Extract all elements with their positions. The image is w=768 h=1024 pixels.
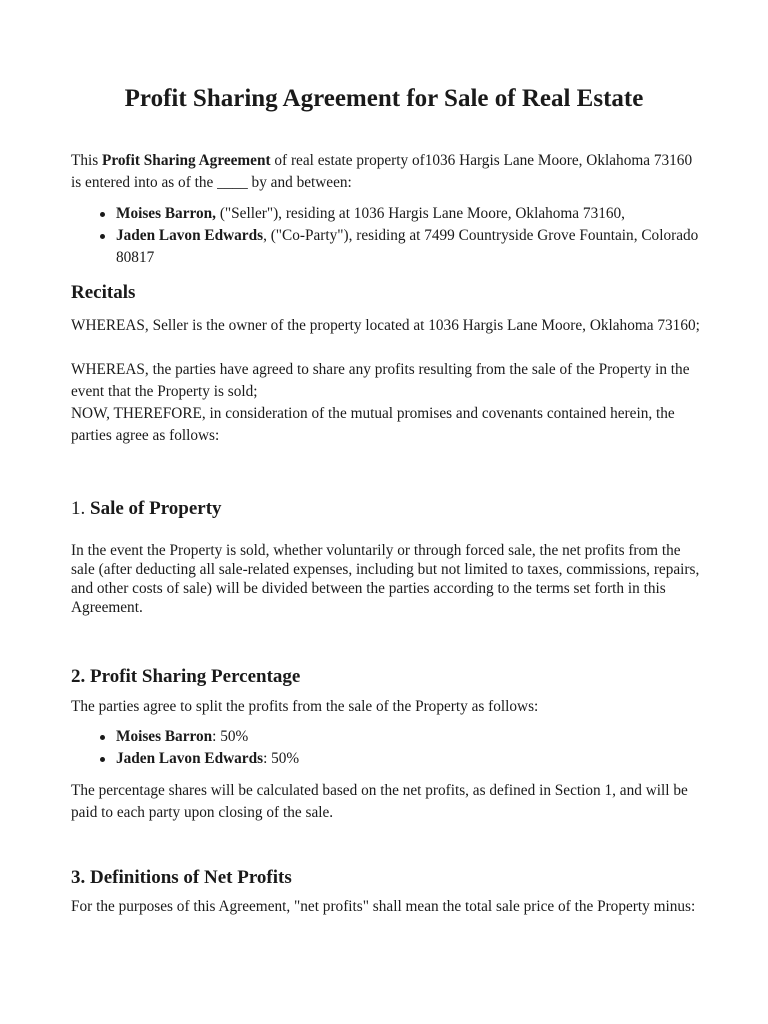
list-item [116, 203, 736, 225]
recital-line: NOW, THEREFORE, in consideration of the mutual promises and covenants contained herein, the parties agree as follows: [71, 405, 675, 444]
list-item [116, 748, 736, 770]
party-name: Moises Barron, [116, 205, 216, 222]
list-item [116, 726, 736, 748]
parties-list [71, 203, 736, 269]
intro-prefix: This [71, 152, 103, 169]
section-1-heading [71, 497, 222, 521]
party-name: Jaden Lavon Edwards [116, 227, 264, 244]
section-title: Sale of Property [90, 498, 222, 519]
party-details: , ("Co-Party"), residing at 7499 Countryside Grove Fountain, Colorado 80817 [116, 227, 699, 266]
intro-paragraph [71, 150, 701, 194]
recital-line: WHEREAS, Seller is the owner of the property located at 1036 Hargis Lane Moore, Oklahoma 73160; [71, 317, 700, 334]
share-party-name: Jaden Lavon Edwards [116, 750, 264, 767]
share-party-name: Moises Barron [116, 728, 213, 745]
share-value: : 50% [263, 750, 300, 767]
section-2-intro: The parties agree to split the profits from the sale of the Property as follows: [71, 698, 539, 715]
section-2-note: The percentage shares will be calculated based on the net profits, as defined in Section 1, and will be paid to each party upon closing of the sale. [71, 782, 688, 821]
intro-suffix: of real estate property of1036 Hargis Lane Moore, Oklahoma 73160 is entered into as of the ____ by and between: [71, 152, 693, 191]
party-details: ("Seller"), residing at 1036 Hargis Lane Moore, Oklahoma 73160, [216, 205, 625, 222]
section-number: 1. [71, 498, 90, 519]
share-value: : 50% [212, 728, 249, 745]
section-3-body: For the purposes of this Agreement, "net profits" shall mean the total sale price of the Property minus: [71, 898, 696, 915]
shares-list [71, 726, 736, 770]
list-item [116, 225, 736, 269]
section-1-body: In the event the Property is sold, whether voluntarily or through forced sale, the net profits from the sale (after deducting all sale-related expenses, including but not limited to taxes, commissions, repairs, and other costs of sale) will be divided between the parties according to the terms set forth in this Agreement. [71, 542, 700, 616]
page-title: Profit Sharing Agreement for Sale of Real Estate [124, 85, 644, 112]
recitals-heading: Recitals [71, 282, 136, 303]
recital-line: WHEREAS, the parties have agreed to share any profits resulting from the sale of the Property in the event that the Property is sold; [71, 361, 690, 400]
intro-agreement-name: Profit Sharing Agreement [102, 152, 271, 169]
section-3-heading: 3. Definitions of Net Profits [71, 867, 292, 888]
section-2-heading: 2. Profit Sharing Percentage [71, 666, 301, 687]
